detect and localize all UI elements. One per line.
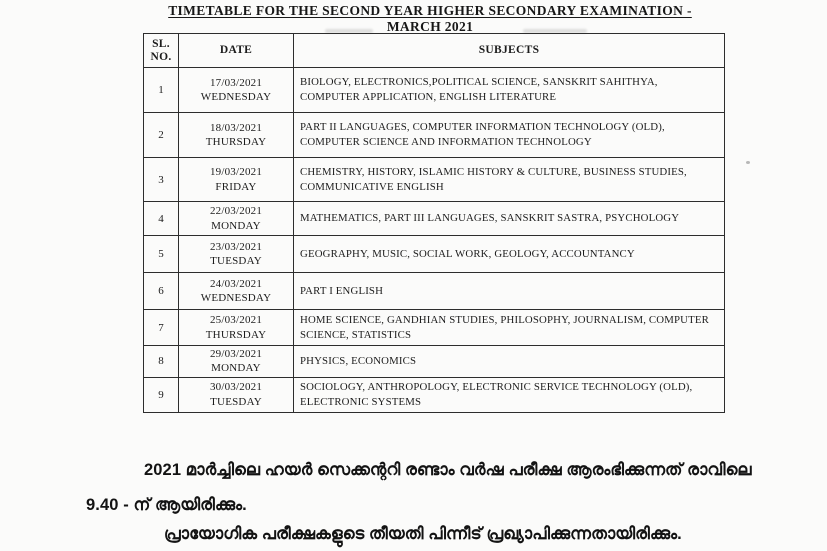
date-cell <box>179 377 294 412</box>
table-row <box>144 113 725 158</box>
date-cell <box>179 158 294 202</box>
table-row <box>144 202 725 236</box>
note-practical-exam-date: പ്രായോഗിക പരീക്ഷകളുടെ തീയതി പിന്നീട് പ്രഖ്യാപിക്കുന്നതായിരിക്കും. <box>164 525 682 543</box>
day-value: THURSDAY <box>205 136 267 148</box>
table-header-row <box>144 34 725 68</box>
document-title-line-2: MARCH 2021 <box>386 18 474 34</box>
date-cell <box>179 202 294 236</box>
document-title <box>110 3 750 34</box>
subjects-cell: GEOGRAPHY, MUSIC, SOCIAL WORK, GEOLOGY, ACCOUNTANCY <box>294 236 725 273</box>
table-row <box>144 273 725 310</box>
subjects-cell: BIOLOGY, ELECTRONICS,POLITICAL SCIENCE, SANSKRIT SAHITHYA, COMPUTER APPLICATION, ENGLISH LITERATURE <box>294 68 725 113</box>
sl-no-cell: 6 <box>144 273 179 310</box>
date-value: 17/03/2021 <box>209 76 263 89</box>
table-row <box>144 158 725 202</box>
header-date: DATE <box>179 34 294 68</box>
date-cell <box>179 236 294 273</box>
subjects-cell: CHEMISTRY, HISTORY, ISLAMIC HISTORY & CULTURE, BUSINESS STUDIES, COMMUNICATIVE ENGLISH <box>294 158 725 202</box>
sl-no-cell: 1 <box>144 68 179 113</box>
document-title-line-1: TIMETABLE FOR THE SECOND YEAR HIGHER SECONDARY EXAMINATION - <box>168 3 692 18</box>
header-sl-no: SL. NO. <box>144 34 179 68</box>
table-row <box>144 346 725 378</box>
day-value: TUESDAY <box>210 255 262 267</box>
subjects-cell: MATHEMATICS, PART III LANGUAGES, SANSKRIT SASTRA, PSYCHOLOGY <box>294 202 725 236</box>
table-row <box>144 68 725 113</box>
sl-no-cell: 3 <box>144 158 179 202</box>
day-value: WEDNESDAY <box>200 292 272 304</box>
date-cell <box>179 273 294 310</box>
sl-no-cell: 5 <box>144 236 179 273</box>
subjects-cell: PART II LANGUAGES, COMPUTER INFORMATION TECHNOLOGY (OLD), COMPUTER SCIENCE AND INFORMATION TECHNOLOGY <box>294 113 725 158</box>
date-cell <box>179 68 294 113</box>
day-value: THURSDAY <box>205 328 267 341</box>
date-value: 22/03/2021 <box>209 205 263 218</box>
subjects-cell: HOME SCIENCE, GANDHIAN STUDIES, PHILOSOPHY, JOURNALISM, COMPUTER SCIENCE, STATISTICS <box>294 310 725 346</box>
sl-no-cell: 9 <box>144 377 179 412</box>
date-value: 19/03/2021 <box>209 166 263 179</box>
sl-no-cell: 7 <box>144 310 179 346</box>
date-value: 24/03/2021 <box>209 277 263 290</box>
date-value: 23/03/2021 <box>209 240 263 253</box>
day-value: MONDAY <box>211 219 261 232</box>
date-value: 25/03/2021 <box>209 314 263 327</box>
scan-speck <box>746 161 750 164</box>
sl-no-cell: 2 <box>144 113 179 158</box>
day-value: TUESDAY <box>210 395 262 408</box>
date-cell <box>179 346 294 378</box>
subjects-cell: PART I ENGLISH <box>294 273 725 310</box>
day-value: FRIDAY <box>215 180 257 193</box>
subjects-cell: PHYSICS, ECONOMICS <box>294 346 725 378</box>
date-cell <box>179 113 294 158</box>
table-row <box>144 310 725 346</box>
day-value: WEDNESDAY <box>200 91 272 103</box>
note-exam-start-time-line-2: 9.40 - ന് ആയിരിക്കും. <box>86 496 247 514</box>
table-row <box>144 377 725 412</box>
sl-no-cell: 4 <box>144 202 179 236</box>
date-cell <box>179 310 294 346</box>
date-value: 30/03/2021 <box>209 381 263 394</box>
table-row <box>144 236 725 273</box>
header-subjects: SUBJECTS <box>294 34 725 68</box>
date-value: 18/03/2021 <box>209 121 263 134</box>
day-value: MONDAY <box>211 362 261 375</box>
exam-timetable-table <box>143 33 725 413</box>
sl-no-cell: 8 <box>144 346 179 378</box>
date-value: 29/03/2021 <box>209 348 263 360</box>
note-exam-start-time-line-1: 2021 മാർച്ചിലെ ഹയർ സെക്കന്ററി രണ്ടാം വർഷ പരീക്ഷ ആരംഭിക്കുന്നത് രാവിലെ <box>144 461 752 479</box>
subjects-cell: SOCIOLOGY, ANTHROPOLOGY, ELECTRONIC SERVICE TECHNOLOGY (OLD), ELECTRONIC SYSTEMS <box>294 377 725 412</box>
